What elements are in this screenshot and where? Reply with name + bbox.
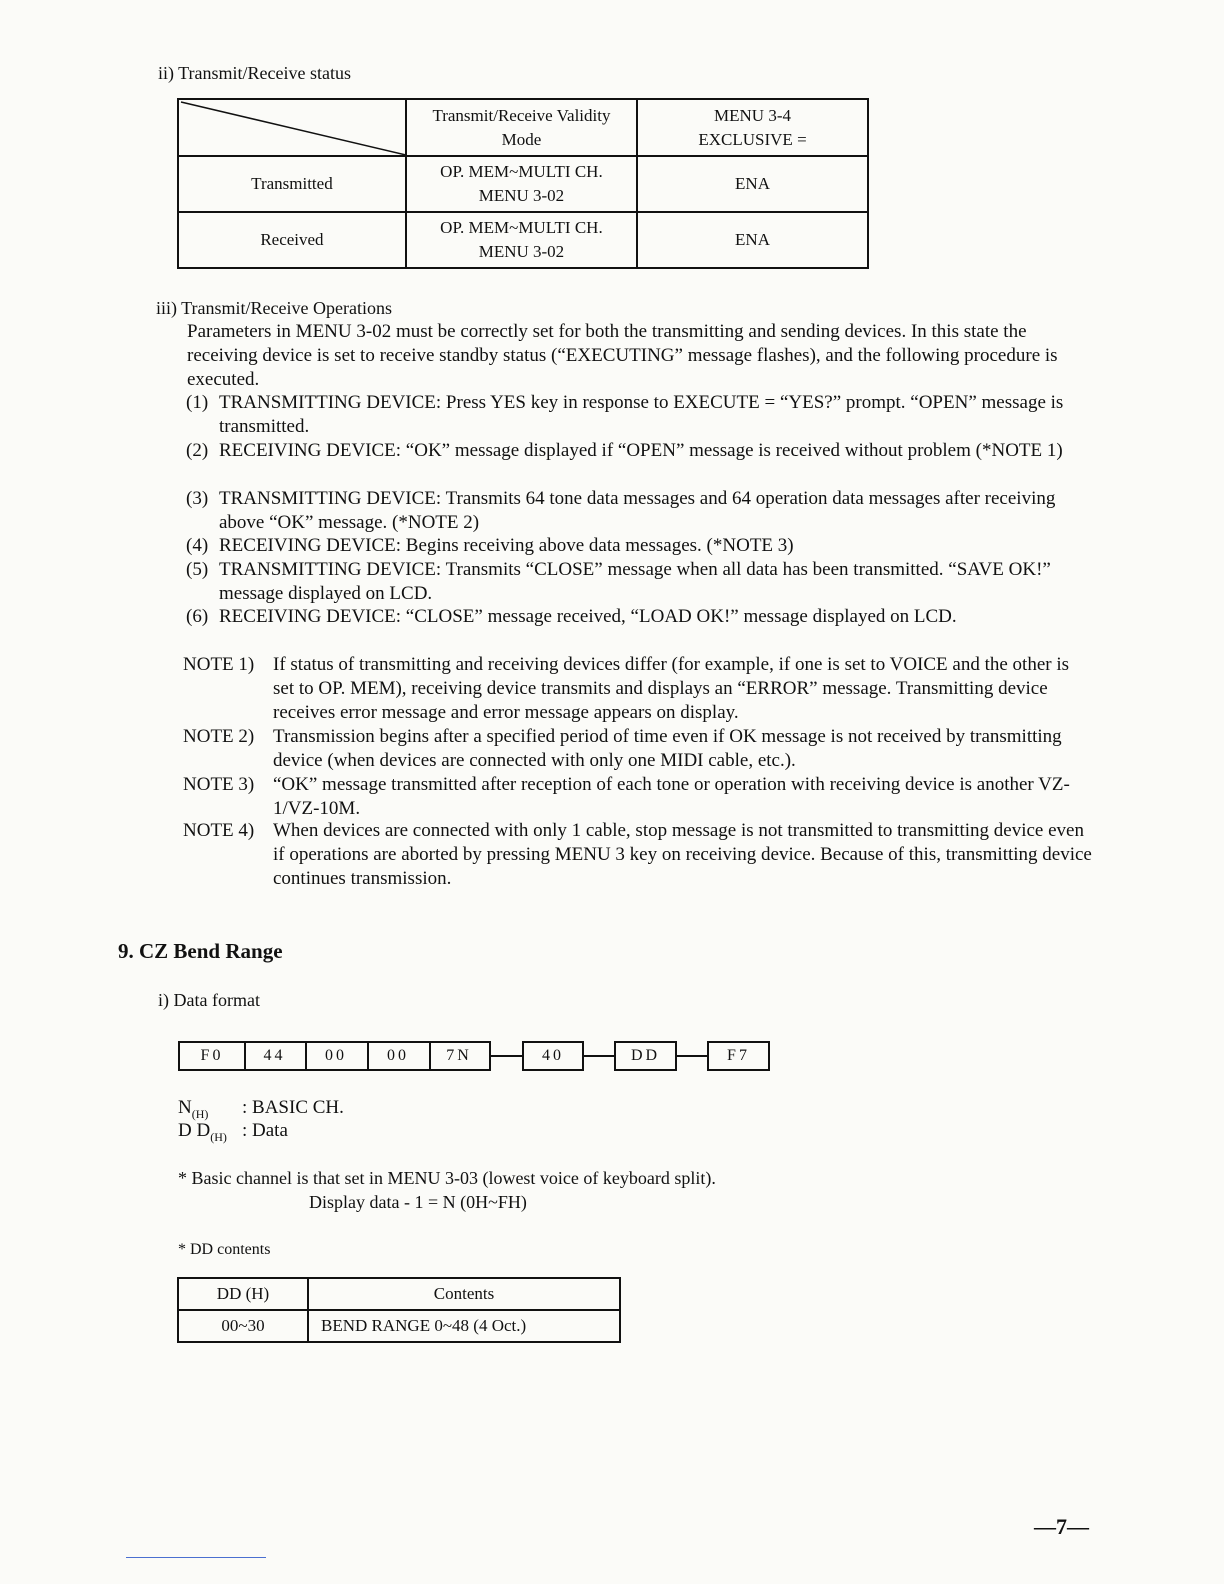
connector-line xyxy=(677,1055,707,1057)
step-number: (3) xyxy=(186,488,209,509)
contents-header: Contents xyxy=(308,1278,620,1310)
step-text: TRANSMITTING DEVICE: Transmits 64 tone data messages and 64 operation data messages after receiving above “OK” message. (*NOTE 2) xyxy=(219,488,1056,533)
list-item xyxy=(186,439,1096,463)
step-text: TRANSMITTING DEVICE: Press YES key in response to EXECUTE = “YES?” prompt. “OPEN” message is transmitted. xyxy=(219,392,1064,437)
diagonal-line xyxy=(179,100,406,157)
byte-cell: DD xyxy=(630,1047,661,1064)
header-exclusive xyxy=(637,99,868,156)
section-iii-title: iii) Transmit/Receive Operations xyxy=(156,298,392,318)
list-item xyxy=(186,534,1096,558)
header-validity-line1: Transmit/Receive Validity xyxy=(432,105,611,125)
legend-subscript: (H) xyxy=(191,1106,209,1121)
header-exclusive-line2: EXCLUSIVE = xyxy=(698,129,807,149)
step-number: (6) xyxy=(186,606,209,627)
byte-cell: 00 xyxy=(387,1047,409,1064)
data-format-title: i) Data format xyxy=(158,990,260,1010)
header-exclusive-line1: MENU 3-4 xyxy=(714,105,791,125)
transmit-receive-status-table xyxy=(177,98,869,269)
row-label-received: Received xyxy=(178,212,406,268)
step-text: TRANSMITTING DEVICE: Transmits “CLOSE” message when all data has been transmitted. “SAVE OK!” message displayed on LCD. xyxy=(219,559,1051,604)
list-item xyxy=(186,487,1096,535)
mode-line2: MENU 3-02 xyxy=(478,242,565,261)
step-number: (4) xyxy=(186,535,209,556)
mode-line1: OP. MEM~MULTI CH. xyxy=(440,218,603,237)
note-text: Transmission begins after a specified period of time even if OK message is not received by transmitting device (when devices are connected with only one MIDI cable, etc.). xyxy=(273,726,1062,771)
list-item xyxy=(186,391,1096,439)
byte-box xyxy=(522,1041,584,1071)
dd-header: DD (H) xyxy=(178,1278,308,1310)
header-validity-mode xyxy=(406,99,637,156)
byte-cell: F0 xyxy=(200,1047,224,1064)
row-mode xyxy=(406,212,637,268)
byte-box xyxy=(707,1041,770,1071)
dd-contents-title: * DD contents xyxy=(178,1241,271,1258)
table-row xyxy=(178,1310,620,1342)
mode-line1: OP. MEM~MULTI CH. xyxy=(440,162,603,181)
note-text: When devices are connected with only 1 cable, stop message is not transmitted to transmitting device even if operations are aborted by pressing MENU 3 key on receiving device. Because of this, transmitting device continues transmission. xyxy=(273,820,1092,889)
row-value: ENA xyxy=(637,156,868,212)
byte-box xyxy=(614,1041,677,1071)
page-number: —7— xyxy=(1034,1514,1089,1539)
byte-cell: 44 xyxy=(263,1047,286,1064)
table-row xyxy=(178,212,868,268)
note-text: If status of transmitting and receiving devices differ (for example, if one is set to VOICE and the other is set to OP. MEM), receiving device transmits and displays an “ERROR” message. Transmitting device receives error message and error message appears on display. xyxy=(273,654,1070,723)
legend-symbol: D D xyxy=(178,1120,211,1141)
note-label: NOTE 1) xyxy=(183,654,255,675)
note-label: NOTE 4) xyxy=(183,820,255,841)
diagonal-header-cell xyxy=(178,99,406,156)
section-iii-intro: Parameters in MENU 3-02 must be correctly set for both the transmitting and sending devices. In this state the receiving device is set to receive standby status (“EXECUTING” message flashes), and the following procedure is executed. xyxy=(187,321,1058,390)
byte-cell: 7N xyxy=(446,1047,472,1064)
step-number: (5) xyxy=(186,559,209,580)
contents-value: BEND RANGE 0~48 (4 Oct.) xyxy=(308,1310,620,1342)
connector-line xyxy=(491,1055,522,1057)
legend-subscript: (H) xyxy=(210,1129,227,1144)
legend-dd xyxy=(178,1119,288,1149)
note-text: “OK” message transmitted after reception of each tone or operation with receiving device is another VZ-1/VZ-10M. xyxy=(273,774,1070,819)
step-text: RECEIVING DEVICE: “CLOSE” message received, “LOAD OK!” message displayed on LCD. xyxy=(219,606,957,627)
section-9-heading: 9. CZ Bend Range xyxy=(118,939,283,963)
footer-rule xyxy=(126,1557,266,1558)
basic-channel-note: * Basic channel is that set in MENU 3-03 (lowest voice of keyboard split). xyxy=(178,1168,716,1188)
step-number: (2) xyxy=(186,440,209,461)
dd-contents-table xyxy=(177,1277,621,1343)
connector-line xyxy=(584,1055,614,1057)
note-label: NOTE 3) xyxy=(183,774,255,795)
list-item xyxy=(186,558,1096,606)
legend-desc: : Data xyxy=(242,1120,288,1141)
step-text: RECEIVING DEVICE: “OK” message displayed if “OPEN” message is received without problem (*NOTE 1) xyxy=(219,440,1063,461)
list-item xyxy=(186,605,1096,629)
dd-value: 00~30 xyxy=(178,1310,308,1342)
byte-group-box xyxy=(178,1041,491,1071)
byte-cell: 40 xyxy=(542,1047,564,1064)
note-label: NOTE 2) xyxy=(183,726,255,747)
legend-desc: : BASIC CH. xyxy=(242,1097,344,1118)
step-text: RECEIVING DEVICE: Begins receiving above data messages. (*NOTE 3) xyxy=(219,535,794,556)
byte-cell: 00 xyxy=(325,1047,347,1064)
step-number: (1) xyxy=(186,392,209,413)
row-mode xyxy=(406,156,637,212)
byte-cell: F7 xyxy=(727,1047,750,1064)
header-validity-line2: Mode xyxy=(501,129,542,149)
mode-line2: MENU 3-02 xyxy=(478,186,565,205)
row-value: ENA xyxy=(637,212,868,268)
display-formula: Display data - 1 = N (0H~FH) xyxy=(309,1192,527,1212)
row-label-transmitted: Transmitted xyxy=(178,156,406,212)
legend-symbol: N xyxy=(178,1097,192,1118)
table-row xyxy=(178,156,868,212)
section-ii-title: ii) Transmit/Receive status xyxy=(158,63,351,83)
